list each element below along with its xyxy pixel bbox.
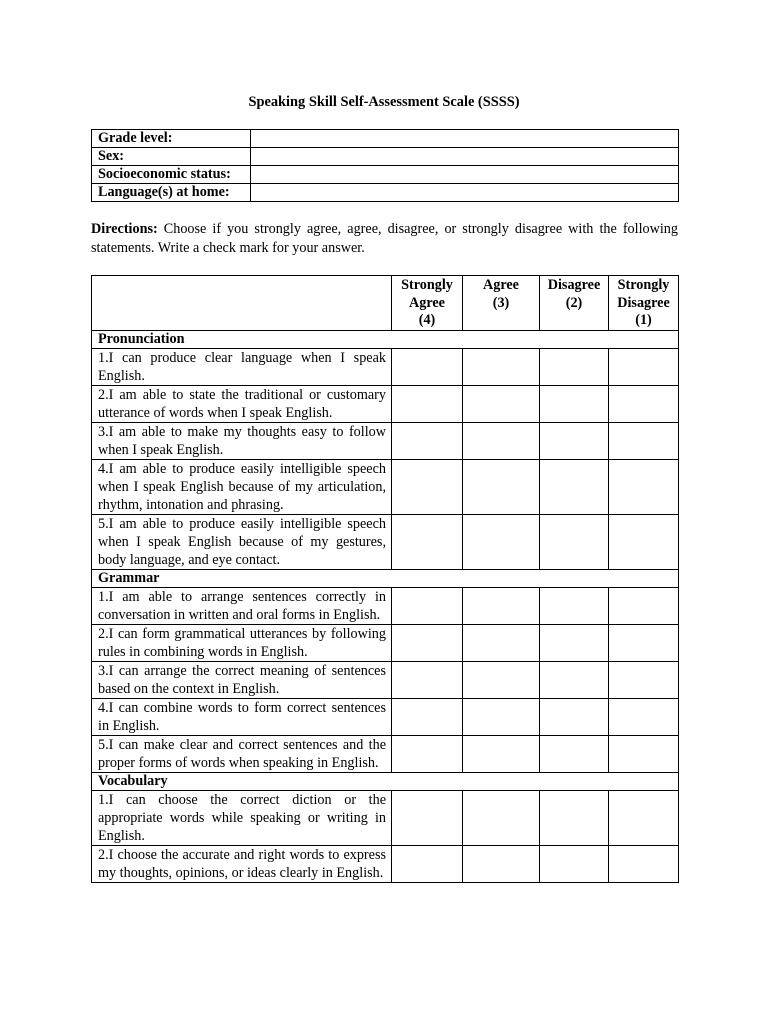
answer-cell-strongly-agree[interactable] (392, 735, 463, 772)
header-agree-line2: (3) (492, 294, 510, 311)
answer-cell-strongly-agree[interactable] (392, 459, 463, 514)
answer-cell-strongly-disagree[interactable] (609, 348, 679, 385)
section-title-pronunciation: Pronunciation (92, 330, 679, 348)
table-row (92, 624, 679, 661)
answer-cell-agree[interactable] (463, 385, 540, 422)
answer-cell-disagree[interactable] (540, 348, 609, 385)
header-disagree-line2: (2) (565, 294, 583, 311)
respondent-info-table (91, 129, 679, 202)
info-field-grade-level[interactable] (251, 130, 679, 148)
info-row-socioeconomic-status (92, 166, 679, 184)
directions-text: Choose if you strongly agree, agree, disagree, or strongly disagree with the following statements. Write a check mark for your answer. (91, 221, 678, 256)
statement-text: 1.I am able to arrange sentences correctly in conversation in written and oral forms in English. (92, 587, 392, 624)
header-strongly-agree-line3: (4) (418, 312, 436, 328)
header-disagree (540, 276, 609, 331)
statement-text: 4.I am able to produce easily intelligible speech when I speak English because of my articulation, rhythm, intonation and phrasing. (92, 459, 392, 514)
answer-cell-agree[interactable] (463, 790, 540, 845)
info-label-languages-at-home: Language(s) at home: (92, 184, 251, 202)
answer-cell-disagree[interactable] (540, 514, 609, 569)
answer-cell-disagree[interactable] (540, 845, 609, 882)
answer-cell-disagree[interactable] (540, 385, 609, 422)
answer-cell-strongly-agree[interactable] (392, 845, 463, 882)
header-agree (463, 276, 540, 331)
answer-cell-strongly-agree[interactable] (392, 385, 463, 422)
statement-text: 4.I can combine words to form correct sentences in English. (92, 698, 392, 735)
table-row (92, 385, 679, 422)
answer-cell-agree[interactable] (463, 661, 540, 698)
answer-cell-agree[interactable] (463, 735, 540, 772)
info-row-grade-level (92, 130, 679, 148)
directions-paragraph (91, 220, 678, 258)
statement-text: 2.I choose the accurate and right words to express my thoughts, opinions, or ideas clearly in English. (92, 845, 392, 882)
table-row (92, 845, 679, 882)
info-row-languages-at-home (92, 184, 679, 202)
table-row (92, 514, 679, 569)
header-strongly-disagree-line1: Strongly (617, 277, 670, 293)
info-field-sex[interactable] (251, 148, 679, 166)
scale-header-row (92, 276, 679, 331)
statement-text: 2.I can form grammatical utterances by following rules in combining words in English. (92, 624, 392, 661)
page-title: Speaking Skill Self-Assessment Scale (SSSS) (248, 94, 520, 110)
answer-cell-strongly-disagree[interactable] (609, 422, 679, 459)
section-title-vocabulary: Vocabulary (92, 772, 679, 790)
table-row (92, 698, 679, 735)
answer-cell-strongly-disagree[interactable] (609, 587, 679, 624)
section-row-vocabulary (92, 772, 679, 790)
answer-cell-strongly-agree[interactable] (392, 624, 463, 661)
statement-text: 1.I can produce clear language when I speak English. (92, 348, 392, 385)
assessment-scale-table (91, 275, 679, 883)
statement-text: 2.I am able to state the traditional or customary utterance of words when I speak English. (92, 385, 392, 422)
answer-cell-strongly-agree[interactable] (392, 698, 463, 735)
table-row (92, 661, 679, 698)
answer-cell-strongly-disagree[interactable] (609, 624, 679, 661)
section-title-grammar: Grammar (92, 569, 679, 587)
answer-cell-disagree[interactable] (540, 459, 609, 514)
info-label-sex: Sex: (92, 148, 251, 166)
section-row-pronunciation (92, 330, 679, 348)
table-row (92, 422, 679, 459)
answer-cell-strongly-agree[interactable] (392, 514, 463, 569)
answer-cell-agree[interactable] (463, 348, 540, 385)
statement-text: 3.I can arrange the correct meaning of sentences based on the context in English. (92, 661, 392, 698)
answer-cell-agree[interactable] (463, 459, 540, 514)
answer-cell-disagree[interactable] (540, 587, 609, 624)
header-strongly-disagree (609, 276, 679, 331)
answer-cell-disagree[interactable] (540, 790, 609, 845)
header-disagree-line1: Disagree (547, 277, 601, 293)
info-field-languages-at-home[interactable] (251, 184, 679, 202)
answer-cell-agree[interactable] (463, 845, 540, 882)
answer-cell-disagree[interactable] (540, 698, 609, 735)
answer-cell-strongly-disagree[interactable] (609, 735, 679, 772)
statement-text: 3.I am able to make my thoughts easy to follow when I speak English. (92, 422, 392, 459)
table-row (92, 790, 679, 845)
header-strongly-agree-line1: Strongly (401, 277, 453, 293)
info-label-socioeconomic-status: Socioeconomic status: (92, 166, 251, 184)
table-row (92, 459, 679, 514)
answer-cell-disagree[interactable] (540, 624, 609, 661)
header-strongly-disagree-line2: Disagree (617, 294, 670, 311)
answer-cell-strongly-disagree[interactable] (609, 790, 679, 845)
answer-cell-agree[interactable] (463, 514, 540, 569)
statement-column-header (92, 276, 392, 331)
info-label-grade-level: Grade level: (92, 130, 251, 148)
answer-cell-strongly-agree[interactable] (392, 790, 463, 845)
answer-cell-agree[interactable] (463, 698, 540, 735)
answer-cell-strongly-disagree[interactable] (609, 385, 679, 422)
statement-text: 1.I can choose the correct diction or the appropriate words while speaking or writing in English. (92, 790, 392, 845)
answer-cell-strongly-disagree[interactable] (609, 661, 679, 698)
answer-cell-strongly-disagree[interactable] (609, 514, 679, 569)
section-row-grammar (92, 569, 679, 587)
info-field-socioeconomic-status[interactable] (251, 166, 679, 184)
statement-text: 5.I can make clear and correct sentences and the proper forms of words when speaking in English. (92, 735, 392, 772)
header-strongly-agree-line2: Agree (409, 294, 445, 311)
answer-cell-disagree[interactable] (540, 661, 609, 698)
header-strongly-agree (392, 276, 463, 331)
answer-cell-agree[interactable] (463, 587, 540, 624)
table-row (92, 587, 679, 624)
answer-cell-strongly-disagree[interactable] (609, 459, 679, 514)
directions-label: Directions: (91, 221, 158, 237)
info-row-sex (92, 148, 679, 166)
answer-cell-agree[interactable] (463, 624, 540, 661)
answer-cell-strongly-agree[interactable] (392, 422, 463, 459)
answer-cell-strongly-disagree[interactable] (609, 698, 679, 735)
answer-cell-strongly-agree[interactable] (392, 661, 463, 698)
answer-cell-strongly-disagree[interactable] (609, 845, 679, 882)
header-strongly-disagree-line3: (1) (635, 312, 652, 328)
answer-cell-disagree[interactable] (540, 735, 609, 772)
statement-text: 5.I am able to produce easily intelligible speech when I speak English because of my gestures, body language, and eye contact. (92, 514, 392, 569)
answer-cell-strongly-agree[interactable] (392, 587, 463, 624)
answer-cell-strongly-agree[interactable] (392, 348, 463, 385)
header-agree-line1: Agree (483, 277, 519, 293)
table-row (92, 735, 679, 772)
answer-cell-agree[interactable] (463, 422, 540, 459)
answer-cell-disagree[interactable] (540, 422, 609, 459)
table-row (92, 348, 679, 385)
